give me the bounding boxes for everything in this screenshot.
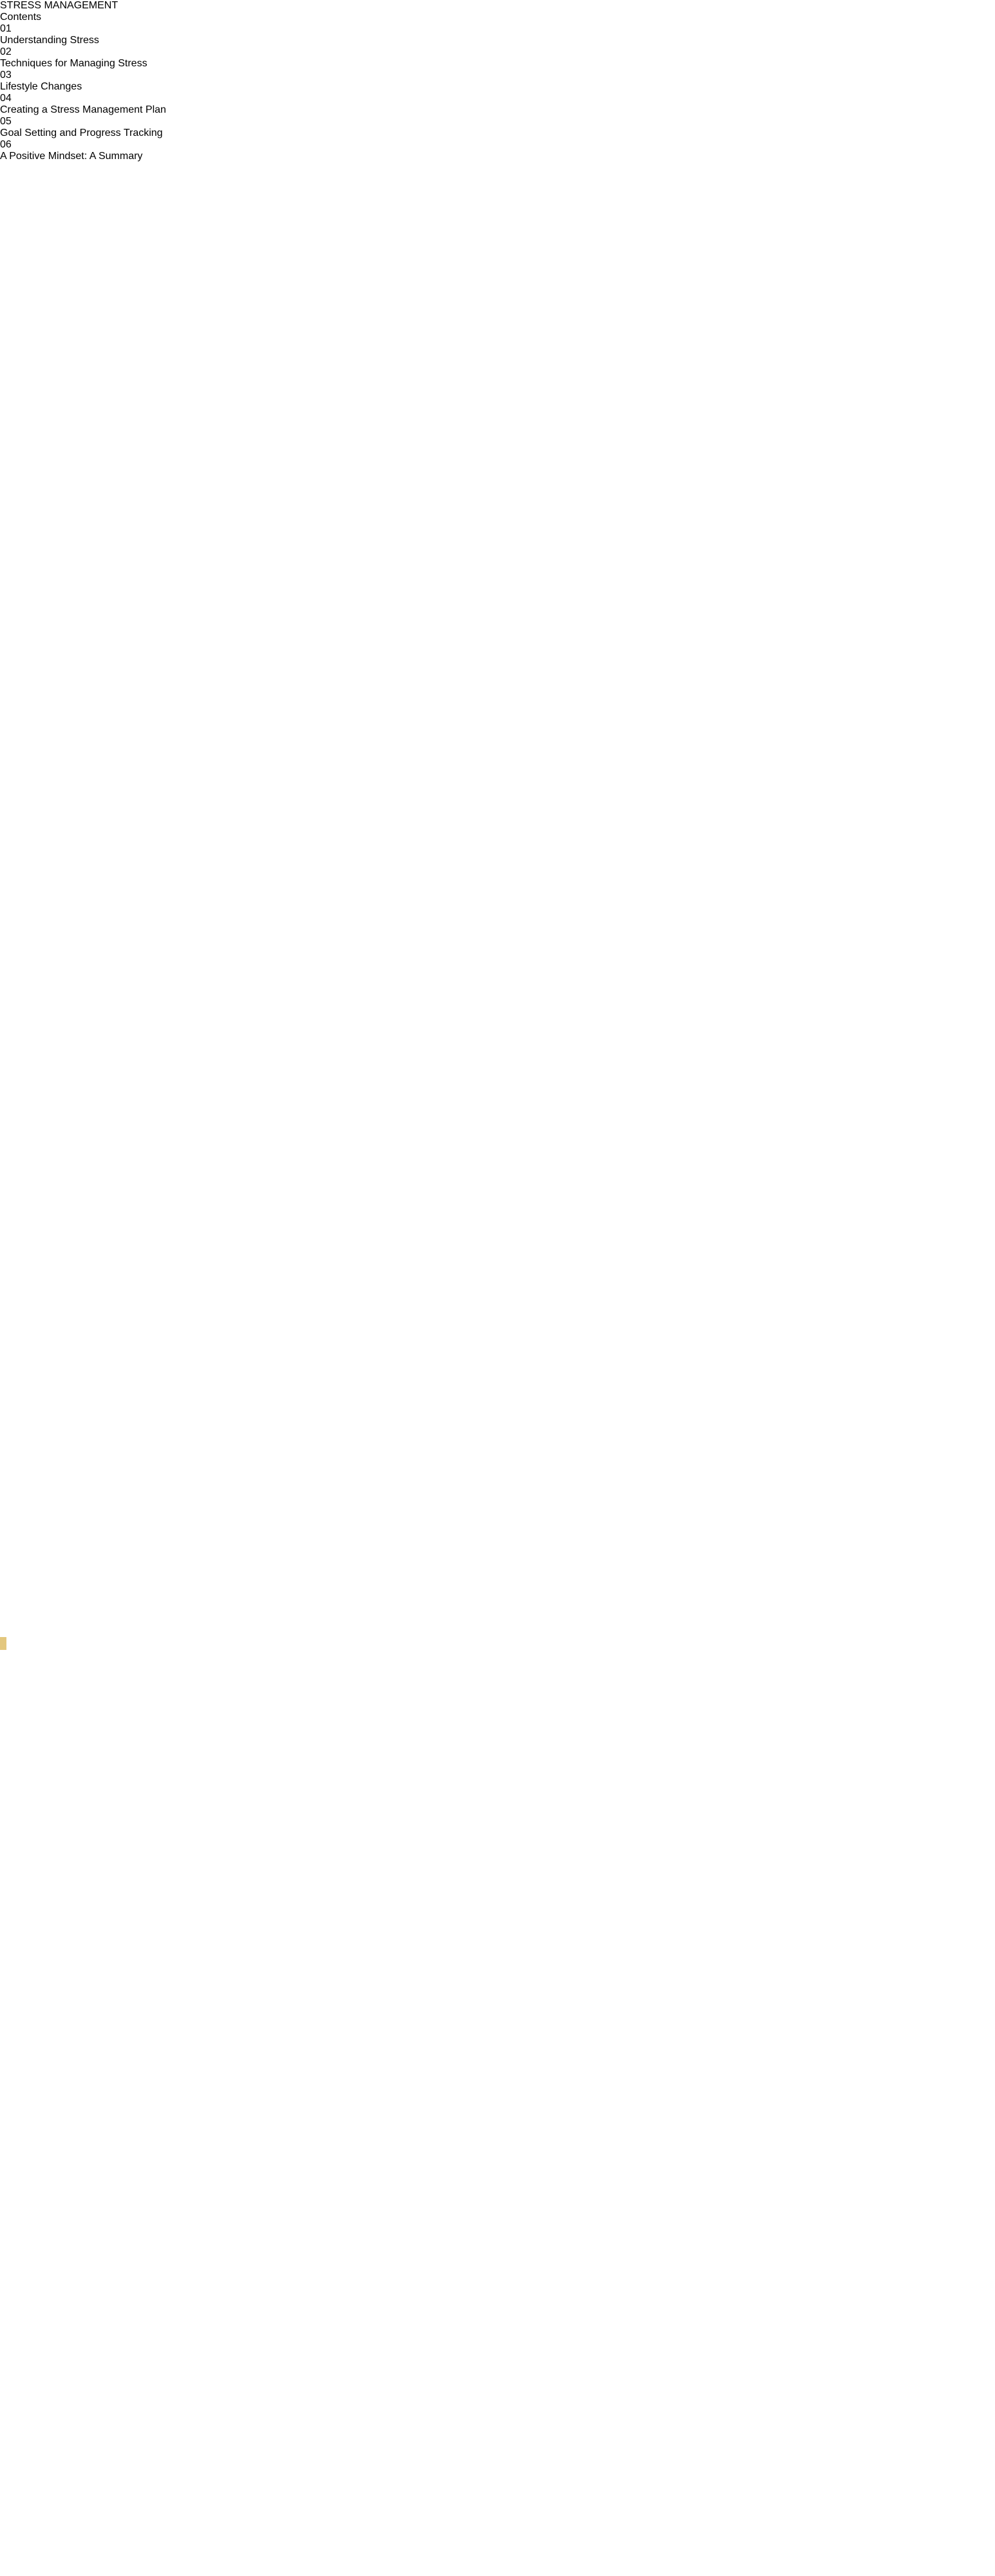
- toc-entry[interactable]: [0, 70, 995, 93]
- toc-entry-number: 01: [0, 23, 12, 34]
- toc-entry-label: Goal Setting and Progress Tracking: [0, 128, 163, 138]
- page-title: Contents: [0, 12, 42, 23]
- toc-entry-number: 06: [0, 139, 12, 150]
- toc-entry-label: A Positive Mindset: A Summary: [0, 151, 143, 162]
- toc-entry[interactable]: [0, 93, 995, 116]
- side-orchid-image: [0, 162, 995, 2576]
- toc-entry-label: Understanding Stress: [0, 35, 99, 46]
- toc-entry-label: Creating a Stress Management Plan: [0, 104, 166, 115]
- top-banner-image: [0, 0, 995, 57]
- toc-entry-label: Lifestyle Changes: [0, 81, 82, 92]
- toc-entry-number: 03: [0, 70, 12, 80]
- toc-entry[interactable]: [0, 116, 995, 139]
- toc-entry[interactable]: [0, 139, 995, 162]
- toc-entry-number: 05: [0, 116, 12, 127]
- toc-entry-label: Techniques for Managing Stress: [0, 58, 147, 69]
- header-label-text: STRESS MANAGEMENT: [0, 0, 118, 11]
- toc-entry-number: 04: [0, 93, 12, 104]
- toc-entry-number: 02: [0, 46, 12, 57]
